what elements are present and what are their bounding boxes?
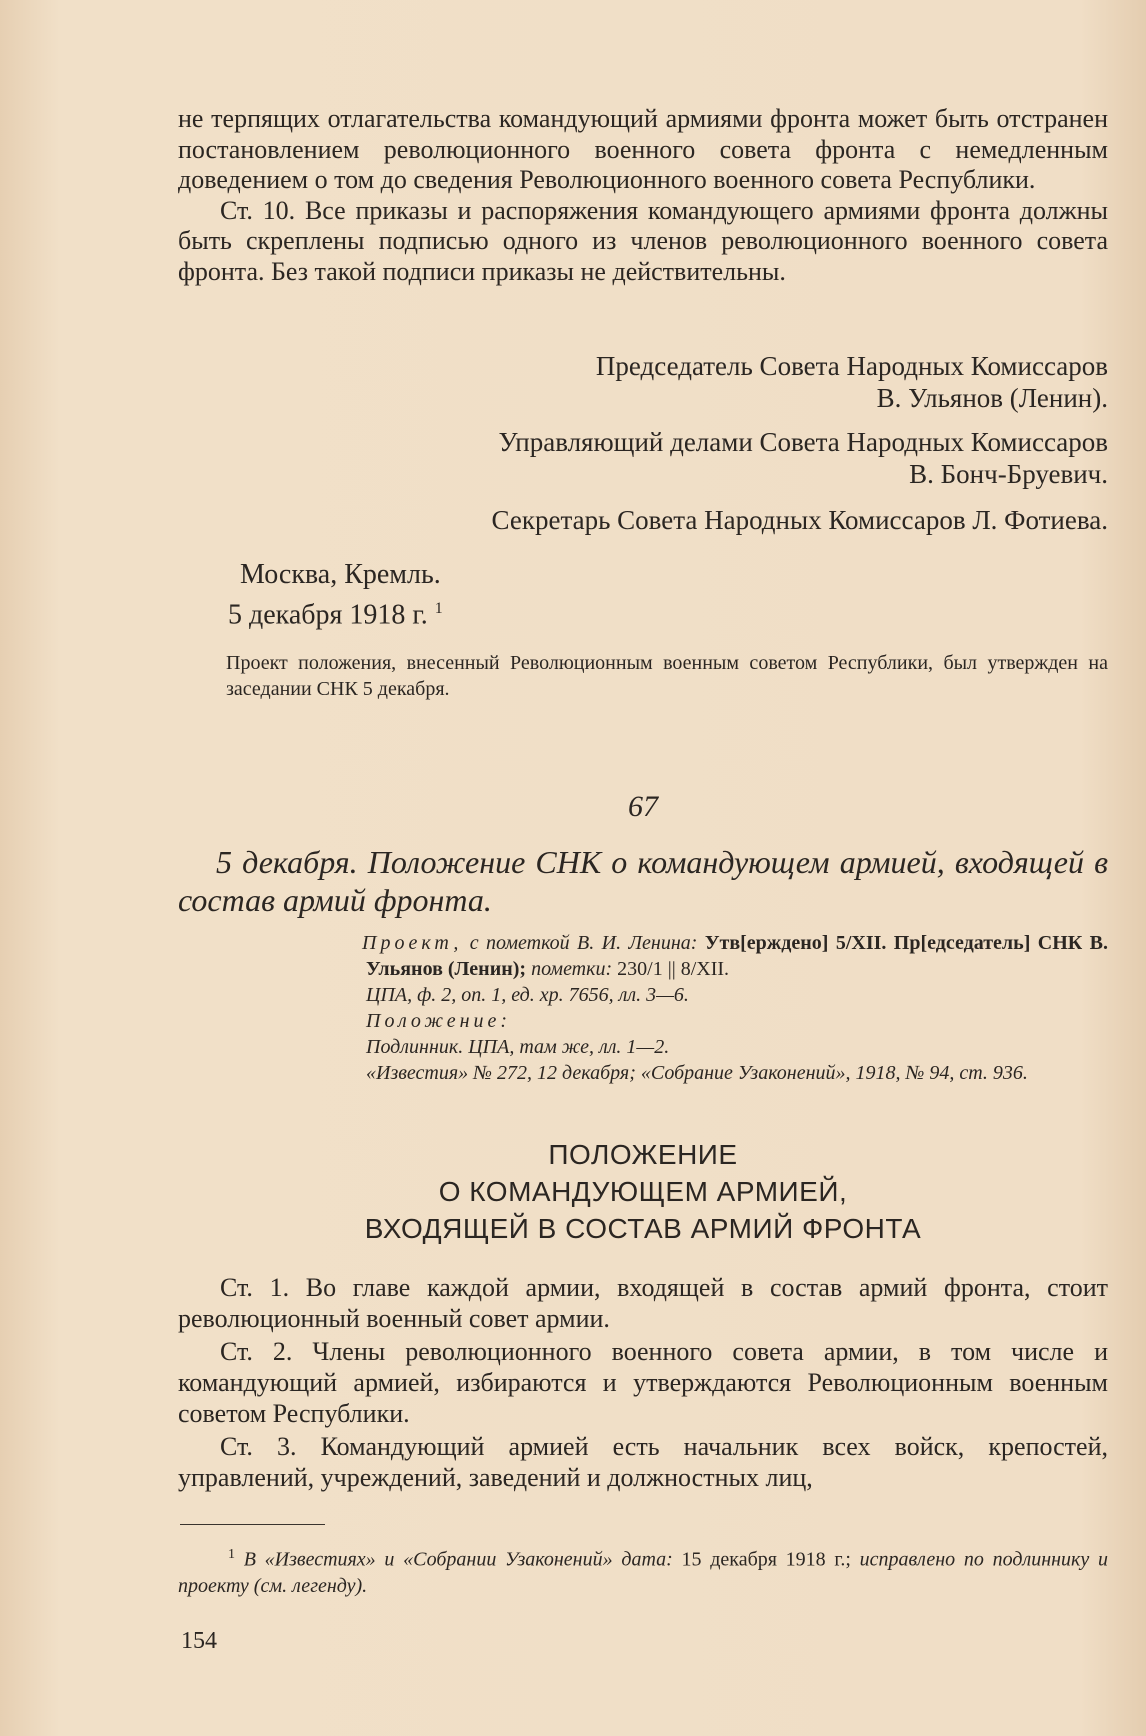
document-heading: 5 декабря. Положение СНК о командующем армией, входящей в состав армий фронта. — [178, 844, 1108, 918]
doc-heading-block — [178, 843, 1108, 919]
legend-approved: Утв[ерждено] 5/XII. Пр[едседатель] СНК В. Ульянов (Ленин); — [366, 932, 1108, 980]
article-1: Ст. 1. Во главе каждой армии, входящей в состав армий фронта, стоит революционный военный совет армии. — [178, 1273, 1108, 1333]
chair-name: В. Ульянов (Ленин). — [876, 383, 1108, 413]
article-2: Ст. 2. Члены революционного военного совета армии, в том числе и командующий армией, избираются и утверждаются Революционным военным советом Республики. — [178, 1337, 1108, 1428]
legend — [362, 930, 1108, 1086]
footnote-text — [178, 1542, 1108, 1599]
date-text: 5 декабря 1918 г. — [228, 599, 428, 631]
place-date — [228, 558, 828, 632]
footnote-italic-a: В «Известиях» и «Собрании Узаконений» дата: — [243, 1548, 673, 1571]
article-3: Ст. 3. Командующий армией есть начальник всех войск, крепостей, управлений, учреждений, заведений и должностных лиц, — [178, 1432, 1108, 1492]
paragraph-continuation: не терпящих отлагательства командующий армиями фронта может быть отстранен постановлением революционного военного совета фронта с немедленным доведением о том до сведения Революционного военного совета Республики. — [178, 104, 1108, 194]
legend-publication: «Известия» № 272, 12 декабря; «Собрание Узаконений», 1918, № 94, ст. 936. — [366, 1062, 1028, 1084]
legend-marks-value: 230/1 || 8/XII. — [617, 958, 730, 980]
legend-regulation-label: Положение: — [366, 1010, 512, 1032]
footnote-plain: 15 декабря 1918 г.; — [681, 1548, 851, 1571]
top-text — [178, 104, 1108, 287]
legend-draft-label: Проект, — [362, 932, 463, 954]
secretary: Секретарь Совета Народных Комиссаров Л. Фотиева. — [491, 505, 1108, 535]
footnote-divider — [180, 1524, 325, 1525]
document-number: 67 — [628, 790, 658, 823]
doc-number-block — [178, 790, 1108, 824]
legend-archive-1: ЦПА, ф. 2, оп. 1, ед. хр. 7656, лл. 3—6. — [366, 984, 689, 1006]
date — [228, 592, 828, 632]
page-number: 154 — [181, 1628, 217, 1654]
document-title — [178, 1136, 1108, 1247]
legend-marks-label: пометки: — [531, 958, 613, 980]
article-10: Ст. 10. Все приказы и распоряжения командующего армиями фронта должны быть скреплены подписью одного из членов революционного военного совета фронта. Без такой подписи приказы не действительны. — [178, 195, 1108, 286]
title-line-3: ВХОДЯЩЕЙ В СОСТАВ АРМИЙ ФРОНТА — [364, 1213, 922, 1244]
footnote — [178, 1542, 1108, 1599]
legend-archive-2: Подлинник. ЦПА, там же, лл. 1—2. — [366, 1036, 670, 1058]
manager-title: Управляющий делами Совета Народных Комиссаров — [498, 427, 1108, 457]
title-line-2: О КОМАНДУЮЩЕМ АРМИЕЙ, — [438, 1176, 848, 1207]
note-text: Проект положения, внесенный Революционным военным советом Республики, был утвержден на заседании СНК 5 декабря. — [226, 652, 1108, 700]
footnote-mark: 1 — [228, 1547, 235, 1562]
chair-title: Председатель Совета Народных Комиссаров — [595, 351, 1108, 381]
legend-draft — [362, 930, 1108, 982]
footnote-italic-b: исправлено по подлиннику и проекту (см. легенду). — [178, 1548, 1108, 1597]
footnote-ref: 1 — [434, 600, 443, 617]
title-line-1: ПОЛОЖЕНИЕ — [548, 1139, 738, 1170]
place: Москва, Кремль. — [240, 559, 441, 590]
signatures-block — [178, 350, 1108, 536]
manager-name: В. Бонч-Бруевич. — [909, 459, 1108, 489]
legend-draft-text: с пометкой В. И. Ленина: — [469, 932, 698, 954]
approval-note — [226, 650, 1108, 702]
articles — [178, 1272, 1108, 1493]
